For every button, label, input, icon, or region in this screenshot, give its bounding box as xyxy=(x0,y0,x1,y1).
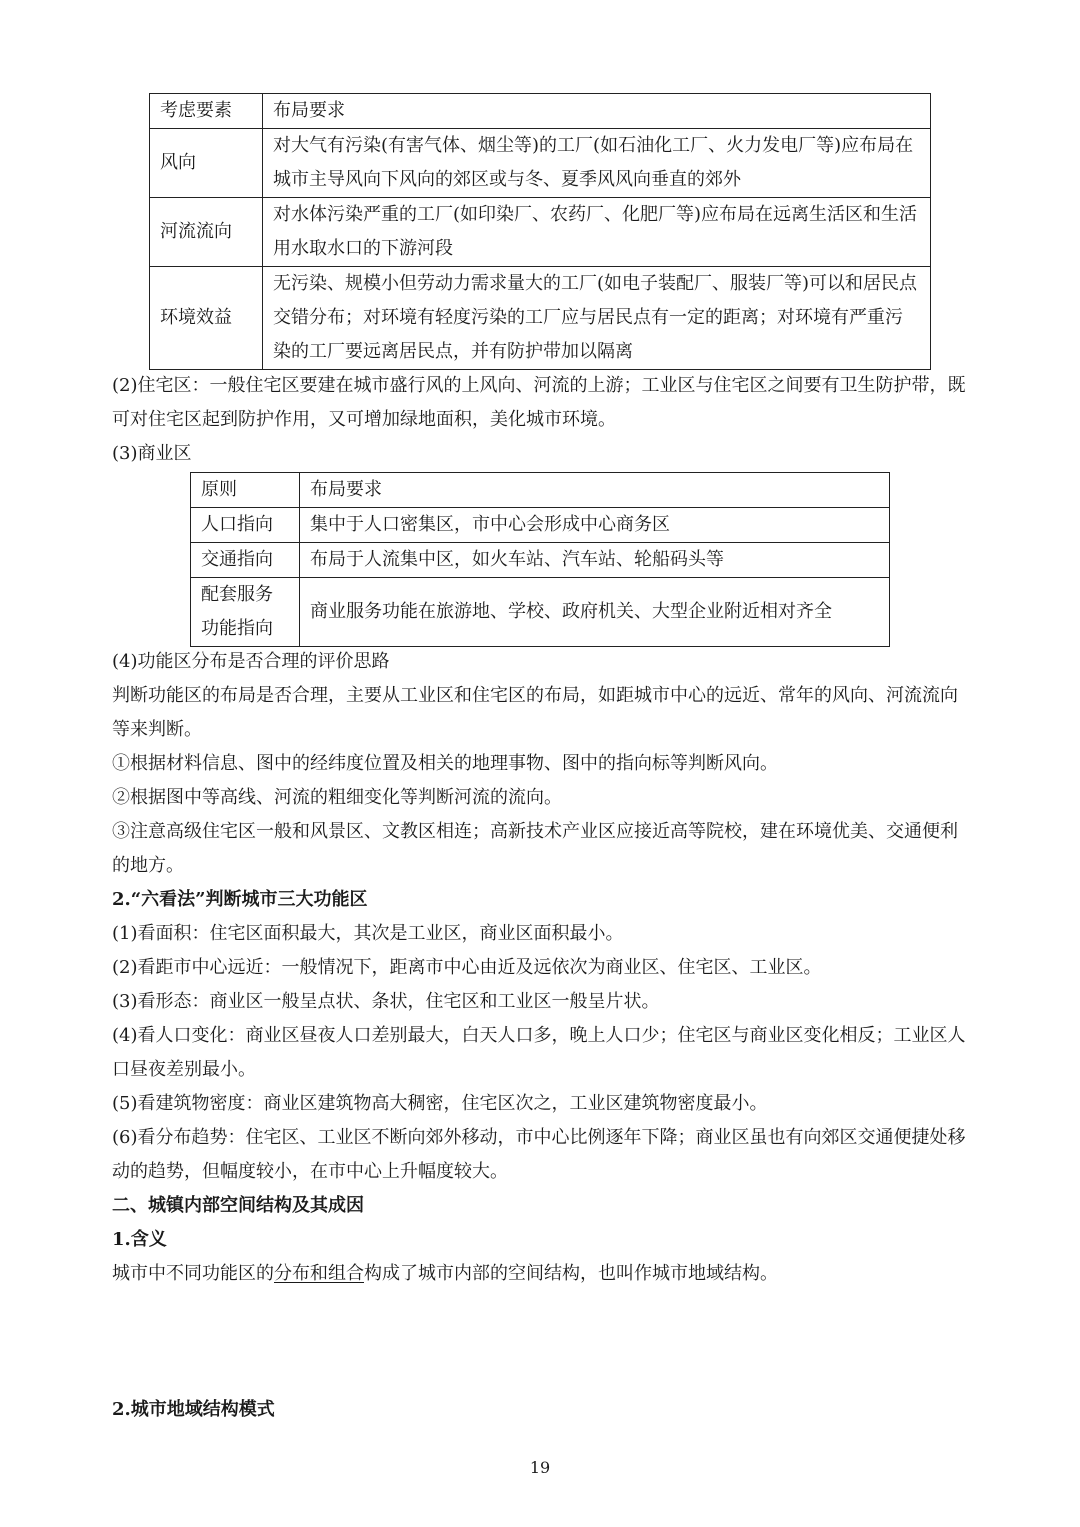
meaning-text: 构成了城市内部的空间结构，也叫作城市地域结构。 xyxy=(364,1263,778,1284)
six-look-point: (3)看形态：商业区一般呈点状、条状，住宅区和工业区一般呈片状。 xyxy=(112,991,660,1012)
evaluation-heading: (4)功能区分布是否合理的评价思路 xyxy=(112,651,390,672)
residential-paragraph: (2)住宅区：一般住宅区要建在城市盛行风的上风向、河流的上游；工业区与住宅区之间要有卫生防护带，既可对住宅区起到防护作用，又可增加绿地面积，美化城市环境。 xyxy=(112,375,966,430)
commercial-heading: (3)商业区 xyxy=(112,443,192,464)
requirement-cell: 无污染、规模小但劳动力需求量大的工厂(如电子装配厂、服装厂等)可以和居民点交错分布；对环境有轻度污染的工厂应与居民点有一定的距离；对环境有严重污染的工厂要远离居民点，并有防护带加以隔离 xyxy=(263,267,931,370)
six-look-point: (6)看分布趋势：住宅区、工业区不断向郊外移动，市中心比例逐年下降；商业区虽也有向郊区交通便捷处移动的趋势，但幅度较小，在市中心上升幅度较大。 xyxy=(112,1127,966,1182)
table-row xyxy=(150,198,931,267)
evaluation-point: ①根据材料信息、图中的经纬度位置及相关的地理事物、图中的指向标等判断风向。 xyxy=(112,753,778,774)
evaluation-point: ②根据图中等高线、河流的粗细变化等判断河流的流向。 xyxy=(112,787,562,808)
section-heading: 二、城镇内部空间结构及其成因 xyxy=(112,1195,364,1216)
six-look-point: (5)看建筑物密度：商业区建筑物高大稠密，住宅区次之，工业区建筑物密度最小。 xyxy=(112,1093,768,1114)
table-header-cell: 考虑要素 xyxy=(150,94,263,129)
table-header-cell: 布局要求 xyxy=(300,473,890,508)
table-row xyxy=(150,129,931,198)
principle-cell: 人口指向 xyxy=(191,508,300,543)
requirement-cell: 集中于人口密集区，市中心会形成中心商务区 xyxy=(300,508,890,543)
table-header-row xyxy=(150,94,931,129)
requirement-cell: 布局于人流集中区，如火车站、汽车站、轮船码头等 xyxy=(300,543,890,578)
six-look-heading: 2.“六看法”判断城市三大功能区 xyxy=(112,889,368,910)
six-look-point: (2)看距市中心远近：一般情况下，距离市中心由近及远依次为商业区、住宅区、工业区。 xyxy=(112,957,822,978)
underlined-term: 分布和组合 xyxy=(274,1263,364,1284)
requirement-cell: 对水体污染严重的工厂(如印染厂、农药厂、化肥厂等)应布局在远离生活区和生活用水取水口的下游河段 xyxy=(263,198,931,267)
evaluation-point: ③注意高级住宅区一般和风景区、文教区相连；高新技术产业区应接近高等院校，建在环境优美、交通便利的地方。 xyxy=(112,821,958,876)
table-header-row xyxy=(191,473,890,508)
model-heading: 2.城市地域结构模式 xyxy=(112,1399,275,1420)
table-row xyxy=(191,578,890,647)
principle-cell: 配套服务功能指向 xyxy=(191,578,300,647)
requirement-cell: 商业服务功能在旅游地、学校、政府机关、大型企业附近相对齐全 xyxy=(300,578,890,647)
table-row xyxy=(150,267,931,370)
six-look-point: (1)看面积：住宅区面积最大，其次是工业区，商业区面积最小。 xyxy=(112,923,624,944)
factor-cell: 风向 xyxy=(150,129,263,198)
factor-cell: 河流流向 xyxy=(150,198,263,267)
evaluation-paragraph: 判断功能区的布局是否合理，主要从工业区和住宅区的布局，如距城市中心的远近、常年的风向、河流流向等来判断。 xyxy=(112,685,958,740)
page-number: 19 xyxy=(529,1458,551,1477)
table-row xyxy=(191,508,890,543)
factor-cell: 环境效益 xyxy=(150,267,263,370)
commercial-layout-table xyxy=(190,472,890,647)
principle-cell: 交通指向 xyxy=(191,543,300,578)
requirement-cell: 对大气有污染(有害气体、烟尘等)的工厂(如石油化工厂、火力发电厂等)应布局在城市主导风向下风向的郊区或与冬、夏季风风向垂直的郊外 xyxy=(263,129,931,198)
table-header-cell: 原则 xyxy=(191,473,300,508)
meaning-heading: 1.含义 xyxy=(112,1229,167,1250)
meaning-paragraph xyxy=(112,1257,970,1291)
meaning-text: 城市中不同功能区的 xyxy=(112,1263,274,1284)
industrial-layout-table xyxy=(149,93,931,370)
table-header-cell: 布局要求 xyxy=(263,94,931,129)
table-row xyxy=(191,543,890,578)
six-look-point: (4)看人口变化：商业区昼夜人口差别最大，白天人口多，晚上人口少；住宅区与商业区变化相反；工业区人口昼夜差别最小。 xyxy=(112,1025,966,1080)
